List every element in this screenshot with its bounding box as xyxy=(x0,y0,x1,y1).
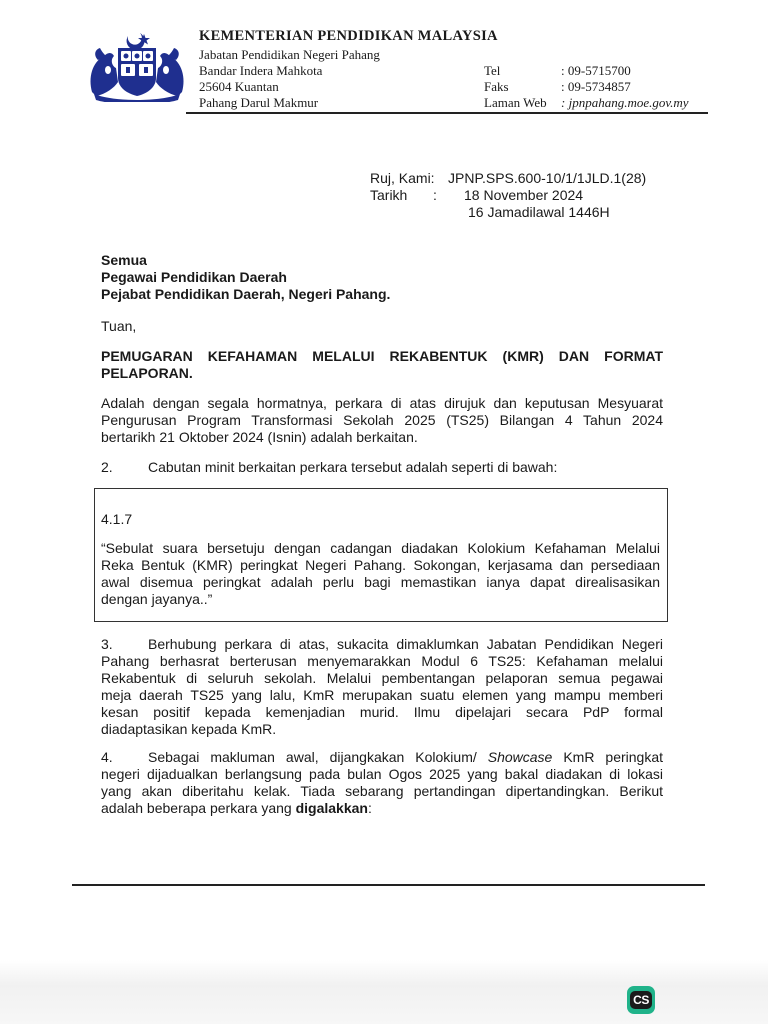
camscanner-badge-text: CS xyxy=(630,991,652,1009)
salutation: Tuan, xyxy=(101,318,137,334)
paragraph-3-number: 3. xyxy=(101,636,113,652)
address-line: Jabatan Pendidikan Negeri Pahang xyxy=(199,47,380,62)
malaysia-coat-of-arms-logo xyxy=(84,30,190,102)
tel-value: : 09-5715700 xyxy=(561,63,631,78)
recipient-line: Pegawai Pendidikan Daerah xyxy=(101,269,287,285)
paragraph-4-line: yang akan diberitahu kelak. Tiada sebarang pertandingan dipertandingkan. Berikut xyxy=(101,783,663,799)
footer-divider xyxy=(72,884,705,886)
minute-quote-line: dengan jayanya..” xyxy=(101,591,213,607)
date-label: Tarikh xyxy=(370,187,408,203)
hijri-date: 16 Jamadilawal 1446H xyxy=(468,204,610,220)
paragraph-1-line: bertarikh 21 Oktober 2024 (Isnin) adalah berkaitan. xyxy=(101,429,418,445)
minute-quote-line: Reka Bentuk (KMR) peringkat Negeri Pahang. Sokongan, kerjasama dan persediaan xyxy=(101,557,660,573)
paragraph-4-text: Sebagai makluman awal, dijangkakan Kolokium/ xyxy=(148,749,488,765)
paragraph-1-line: Adalah dengan segala hormatnya, perkara di atas dirujuk dan keputusan Mesyuarat xyxy=(101,395,663,411)
paragraph-4-text: KmR peringkat xyxy=(552,749,664,765)
paragraph-3-line: Rekabentuk di seluruh sekolah. Melalui pembentangan pelaporan semua pegawai xyxy=(101,670,663,686)
date-separator: : xyxy=(433,187,437,203)
subject-line: PEMUGARAN KEFAHAMAN MELALUI REKABENTUK (KMR) DAN FORMAT xyxy=(101,348,663,364)
paragraph-4-line xyxy=(148,749,663,766)
paragraph-4-number: 4. xyxy=(101,749,113,765)
minute-quote-line: “Sebulat suara bersetuju dengan cadangan diadakan Kolokium Kefahaman Melalui xyxy=(101,540,660,556)
letterhead-divider xyxy=(186,112,708,114)
paragraph-4-text: adalah beberapa perkara yang xyxy=(101,800,296,816)
paragraph-3-line: kesan positif kepada kemenjadian murid. Ilmu dipelajari secara PdP formal xyxy=(101,704,663,720)
reference-label: Ruj, Kami: xyxy=(370,170,435,186)
paragraph-2-text: Cabutan minit berkaitan perkara tersebut adalah seperti di bawah: xyxy=(148,459,558,475)
website-value: : jpnpahang.moe.gov.my xyxy=(561,95,689,110)
fax-label: Faks xyxy=(484,79,509,94)
showcase-italic: Showcase xyxy=(487,749,553,765)
minute-quote-line: awal disemua peringkat adalah perlu bagi memastikan ianya dapat direalisasikan xyxy=(101,574,660,590)
reference-number: JPNP.SPS.600-10/1/1JLD.1(28) xyxy=(448,170,647,186)
recipient-line: Pejabat Pendidikan Daerah, Negeri Pahang. xyxy=(101,286,391,302)
paragraph-1-line: Pengurusan Program Transformasi Sekolah 2025 (TS25) Bilangan 4 Tahun 2024 xyxy=(101,412,663,428)
paragraph-3-line: diadaptasikan kepada KmR. xyxy=(101,721,277,737)
paragraph-4-line xyxy=(101,800,372,817)
digalakkan-bold: digalakkan xyxy=(295,800,368,816)
paragraph-4-line: negeri dijadualkan berlangsung pada bulan Ogos 2025 yang bakal diadakan di lokasi xyxy=(101,766,663,782)
subject-line: PELAPORAN. xyxy=(101,365,193,381)
paragraph-3-line: Pahang berhasrat berterusan menyemarakkan Modul 6 TS25: Kefahaman melalui xyxy=(101,653,663,669)
tel-label: Tel xyxy=(484,63,501,78)
date-value: 18 November 2024 xyxy=(464,187,584,203)
paragraph-3-line: meja daerah TS25 yang lalu, KmR merupakan suatu elemen yang mampu memberi xyxy=(101,687,663,703)
address-line: Bandar Indera Mahkota xyxy=(199,63,323,78)
address-line: 25604 Kuantan xyxy=(199,79,279,94)
paragraph-3-line: Berhubung perkara di atas, sukacita dimaklumkan Jabatan Pendidikan Negeri xyxy=(148,636,663,652)
camscanner-badge xyxy=(627,986,655,1014)
recipient-line: Semua xyxy=(101,252,147,268)
paragraph-4-text: : xyxy=(367,800,372,816)
address-line: Pahang Darul Makmur xyxy=(199,95,319,110)
ministry-name: KEMENTERIAN PENDIDIKAN MALAYSIA xyxy=(199,28,498,44)
website-label: Laman Web xyxy=(484,95,547,110)
fax-value: : 09-5734857 xyxy=(561,79,631,94)
minute-reference: 4.1.7 xyxy=(101,511,133,527)
paragraph-2-number: 2. xyxy=(101,459,113,475)
